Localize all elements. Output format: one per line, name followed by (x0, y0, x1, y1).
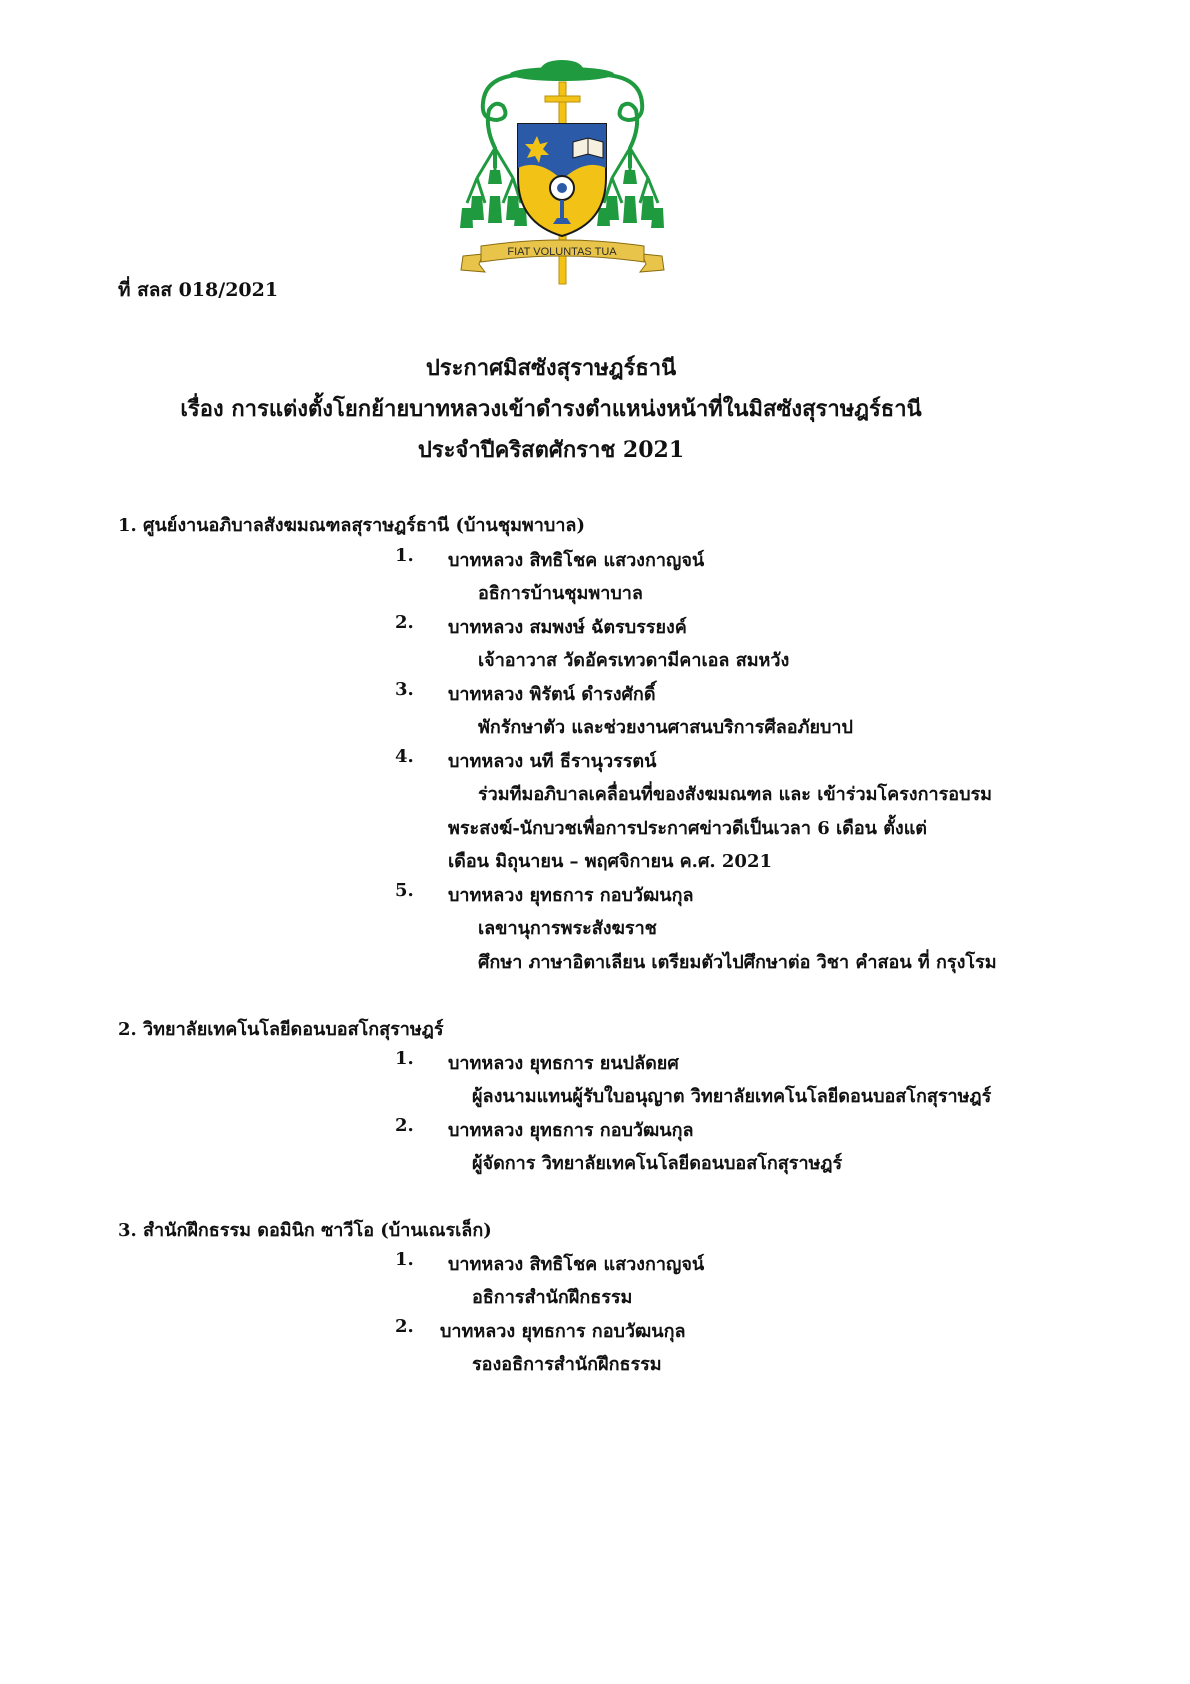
priest-name: บาทหลวง สมพงษ์ ฉัตรบรรยงค์ (448, 617, 687, 638)
priest-name: บาทหลวง พิรัตน์ ดำรงศักดิ์ (448, 684, 656, 705)
item-number: 2. (395, 612, 414, 633)
section-heading: 2. วิทยาลัยเทคโนโลยีดอนบอสโกสุราษฎร์ (118, 1019, 444, 1040)
item-number: 4. (395, 746, 414, 767)
tassels-right (597, 170, 664, 228)
item-number: 1. (395, 545, 414, 566)
position-text: ผู้จัดการ วิทยาลัยเทคโนโลยีดอนบอสโกสุราษฎร์ (472, 1153, 843, 1174)
position-text: อธิการสำนักฝึกธรรม (472, 1287, 633, 1308)
title-line-1: ประกาศมิสซังสุราษฎร์ธานี (425, 355, 677, 381)
item-number: 2. (395, 1316, 414, 1337)
position-text: ร่วมทีมอภิบาลเคลื่อนที่ของสังฆมณฑล และ เข้าร่วมโครงการอบรม (478, 784, 993, 805)
priest-name: บาทหลวง สิทธิโชค แสวงกาญจน์ (448, 550, 705, 571)
position-text: เจ้าอาวาส วัดอัครเทวดามีคาเอล สมหวัง (478, 650, 790, 671)
position-text: เลขานุการพระสังฆราช (478, 918, 657, 939)
section-heading: 3. สำนักฝึกธรรม ดอมินิก ซาวีโอ (บ้านเณรเล็ก) (118, 1220, 492, 1241)
position-text: พระสงฆ์-นักบวชเพื่อการประกาศข่าวดีเป็นเวลา 6 เดือน ตั้งแต่ (448, 818, 927, 839)
item-number: 1. (395, 1048, 414, 1069)
coat-of-arms (455, 58, 670, 290)
position-text: ศึกษา ภาษาอิตาเลียน เตรียมตัวไปศึกษาต่อ วิชา คำสอน ที่ กรุงโรม (478, 952, 997, 973)
position-text: เดือน มิถุนายน – พฤศจิกายน ค.ศ. 2021 (448, 851, 773, 872)
title-line-3: ประจำปีคริสตศักราช 2021 (417, 437, 685, 463)
galero-crown (539, 60, 585, 73)
position-text: ผู้ลงนามแทนผู้รับใบอนุญาต วิทยาลัยเทคโนโลยีดอนบอสโกสุราษฎร์ (472, 1086, 992, 1107)
item-number: 2. (395, 1115, 414, 1136)
motto-text: FIAT VOLUNTAS TUA (507, 246, 617, 258)
item-number: 5. (395, 880, 414, 901)
item-number: 3. (395, 679, 414, 700)
position-text: อธิการบ้านชุมพาบาล (478, 583, 643, 604)
title-line-2: เรื่อง การแต่งตั้งโยกย้ายบาทหลวงเข้าดำรงตำแหน่งหน้าที่ในมิสซังสุราษฎร์ธานี (180, 396, 922, 422)
cord-right (607, 75, 642, 168)
section-heading: 1. ศูนย์งานอภิบาลสังฆมณฑลสุราษฎร์ธานี (บ้านชุมพาบาล) (118, 515, 585, 536)
priest-name: บาทหลวง ยุทธการ ยนปลัดยศ (448, 1053, 679, 1074)
priest-name: บาทหลวง สิทธิโชค แสวงกาญจน์ (448, 1254, 705, 1275)
position-text: พักรักษาตัว และช่วยงานศาสนบริการศีลอภัยบาป (478, 717, 853, 738)
priest-name: บาทหลวง ยุทธการ กอบวัฒนกุล (448, 1120, 694, 1141)
priest-name: บาทหลวง ยุทธการ กอบวัฒนกุล (440, 1321, 686, 1342)
priest-name: บาทหลวง ยุทธการ กอบวัฒนกุล (448, 885, 694, 906)
item-number: 1. (395, 1249, 414, 1270)
reference-number: ที่ สลส 018/2021 (118, 279, 279, 301)
position-text: รองอธิการสำนักฝึกธรรม (472, 1354, 662, 1375)
priest-name: บาทหลวง นที ธีรานุวรรตน์ (448, 751, 657, 772)
